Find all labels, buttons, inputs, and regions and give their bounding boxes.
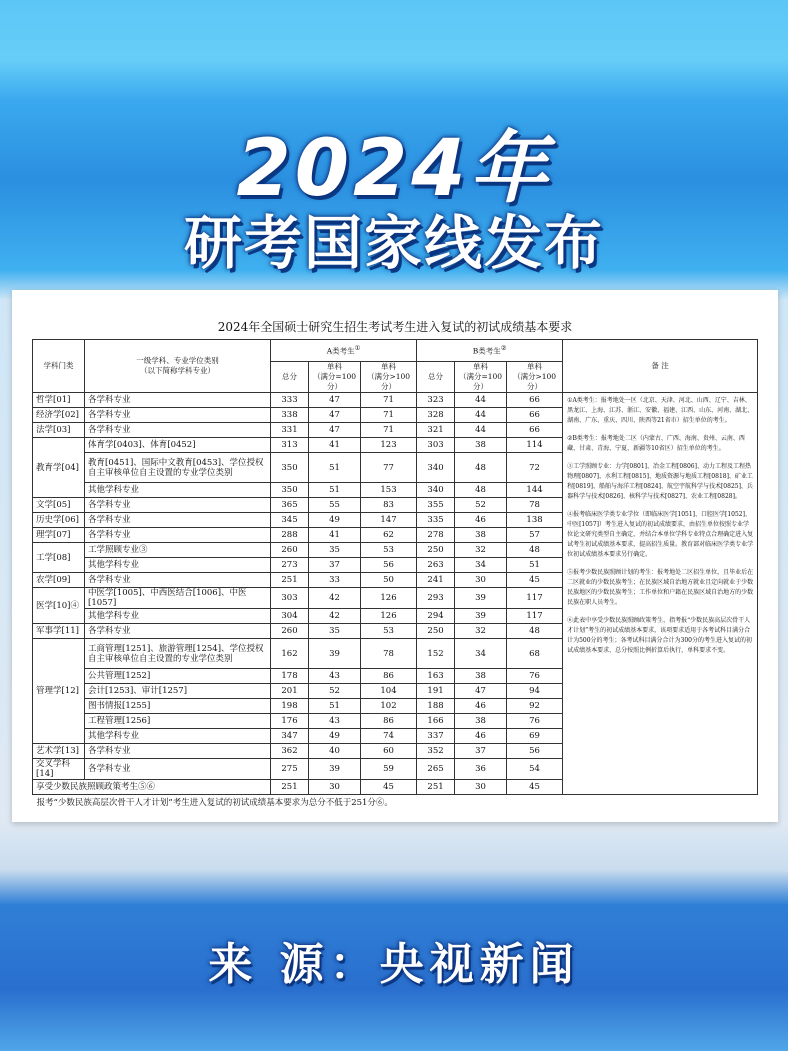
score-cell: 39 xyxy=(309,759,361,780)
score-cell: 263 xyxy=(417,558,455,573)
score-cell: 37 xyxy=(455,744,507,759)
score-cell: 55 xyxy=(309,498,361,513)
score-cell: 78 xyxy=(507,498,563,513)
score-cell: 188 xyxy=(417,699,455,714)
score-cell: 51 xyxy=(507,558,563,573)
discipline-cell: 教育学[04] xyxy=(33,438,85,498)
score-cell: 56 xyxy=(361,558,417,573)
discipline-cell: 哲学[01] xyxy=(33,393,85,408)
score-cell: 138 xyxy=(507,513,563,528)
score-cell: 38 xyxy=(455,714,507,729)
score-cell: 340 xyxy=(417,483,455,498)
score-cell: 352 xyxy=(417,744,455,759)
discipline-cell: 工学[08] xyxy=(33,543,85,573)
score-cell: 303 xyxy=(271,588,309,609)
category-cell: 工程管理[1256] xyxy=(85,714,271,729)
category-cell: 各学科专业 xyxy=(85,408,271,423)
score-cell: 52 xyxy=(309,684,361,699)
score-cell: 72 xyxy=(507,453,563,483)
score-cell: 294 xyxy=(417,609,455,624)
document-title: 2024年全国硕士研究生招生考试考生进入复试的初试成绩基本要求 xyxy=(217,320,573,334)
score-cell: 337 xyxy=(417,729,455,744)
score-cell: 323 xyxy=(417,393,455,408)
note-item: ②B类考生：报考地处二区（内蒙古、广西、海南、贵州、云南、西藏、甘肃、青海、宁夏、新疆等10省区）招生单位的考生。 xyxy=(567,435,745,452)
score-cell: 42 xyxy=(309,609,361,624)
score-cell: 362 xyxy=(271,744,309,759)
score-cell: 251 xyxy=(417,780,455,795)
category-cell: 体育学[0403]、体育[0452] xyxy=(85,438,271,453)
source-caption: 来 源：央视新闻 xyxy=(208,939,580,990)
score-cell: 117 xyxy=(507,609,563,624)
score-cell: 40 xyxy=(309,744,361,759)
score-cell: 60 xyxy=(361,744,417,759)
category-cell: 各学科专业 xyxy=(85,498,271,513)
score-cell: 53 xyxy=(361,543,417,558)
note-item: ①A类考生：报考地处一区（北京、天津、河北、山西、辽宁、吉林、黑龙江、上海、江苏、浙江、安徽、福建、江西、山东、河南、湖北、湖南、广东、重庆、四川、陕西等21省市）招生单位的考生。 xyxy=(567,397,754,424)
score-cell: 176 xyxy=(271,714,309,729)
note-item: ⑥此表中享受少数民族照顾政策考生，指考报“少数民族高层次骨干人才计划”考生的初试成绩基本要求，该项要求适用于各考试科目满分合计为500分的考生；各考试科目满分合计为300分的考生进入复试的初试成绩基本要求，总分按照比例折算后执行，单科要求不变。 xyxy=(567,617,752,654)
category-cell: 工商管理[1251]、旅游管理[1254]、学位授权自主审核单位自主设置的专业学位类别 xyxy=(85,639,271,669)
score-cell: 43 xyxy=(309,669,361,684)
score-cell: 345 xyxy=(271,513,309,528)
score-cell: 47 xyxy=(309,393,361,408)
score-cell: 66 xyxy=(507,393,563,408)
score-cell: 260 xyxy=(271,624,309,639)
score-cell: 45 xyxy=(361,780,417,795)
category-cell: 其他学科专业 xyxy=(85,609,271,624)
score-cell: 293 xyxy=(417,588,455,609)
category-cell: 各学科专业 xyxy=(85,573,271,588)
table-row xyxy=(33,393,758,408)
header-discipline: 学科门类 xyxy=(33,340,85,393)
score-cell: 350 xyxy=(271,483,309,498)
score-cell: 48 xyxy=(507,624,563,639)
score-cell: 33 xyxy=(309,573,361,588)
discipline-cell: 医学[10]④ xyxy=(33,588,85,624)
score-cell: 260 xyxy=(271,543,309,558)
score-cell: 92 xyxy=(507,699,563,714)
score-cell: 44 xyxy=(455,393,507,408)
category-cell: 图书情报[1255] xyxy=(85,699,271,714)
score-cell: 39 xyxy=(455,588,507,609)
score-cell: 275 xyxy=(271,759,309,780)
score-cell: 30 xyxy=(455,780,507,795)
score-cell: 241 xyxy=(417,573,455,588)
discipline-cell: 军事学[11] xyxy=(33,624,85,639)
score-cell: 178 xyxy=(271,669,309,684)
score-cell: 355 xyxy=(417,498,455,513)
score-cell: 83 xyxy=(361,498,417,513)
score-cell: 48 xyxy=(455,483,507,498)
score-cell: 38 xyxy=(455,438,507,453)
category-cell: 教育[0451]、国际中文教育[0453]、学位授权自主审核单位自主设置的专业学位类别 xyxy=(85,453,271,483)
score-cell: 38 xyxy=(455,528,507,543)
score-cell: 51 xyxy=(309,699,361,714)
score-cell: 44 xyxy=(455,408,507,423)
header-notes: 备 注 xyxy=(563,340,758,393)
score-cell: 273 xyxy=(271,558,309,573)
header-b-total: 总分 xyxy=(417,362,455,393)
header-b-single1: 单科 （满分=100分） xyxy=(455,362,507,393)
score-cell: 54 xyxy=(507,759,563,780)
score-cell: 77 xyxy=(361,453,417,483)
category-cell: 各学科专业 xyxy=(85,624,271,639)
score-cell: 37 xyxy=(309,558,361,573)
score-cell: 303 xyxy=(417,438,455,453)
discipline-cell: 法学[03] xyxy=(33,423,85,438)
score-cell: 30 xyxy=(455,573,507,588)
score-cell: 338 xyxy=(271,408,309,423)
score-cell: 71 xyxy=(361,408,417,423)
score-cell: 38 xyxy=(455,669,507,684)
score-document xyxy=(12,290,778,822)
score-cell: 51 xyxy=(309,483,361,498)
score-cell: 152 xyxy=(417,639,455,669)
header-a-single1: 单科 （满分=100分） xyxy=(309,362,361,393)
score-cell: 47 xyxy=(455,684,507,699)
header-a-single2: 单科 （满分>100分） xyxy=(361,362,417,393)
score-cell: 163 xyxy=(417,669,455,684)
header-a-group: A类考生① xyxy=(271,340,417,362)
score-cell: 47 xyxy=(309,423,361,438)
score-cell: 34 xyxy=(455,639,507,669)
discipline-cell: 农学[09] xyxy=(33,573,85,588)
category-cell: 各学科专业 xyxy=(85,423,271,438)
score-cell: 43 xyxy=(309,714,361,729)
score-cell: 32 xyxy=(455,624,507,639)
score-cell: 126 xyxy=(361,588,417,609)
score-cell: 94 xyxy=(507,684,563,699)
banner-year-title: 2024年 xyxy=(236,124,552,214)
score-cell: 46 xyxy=(455,699,507,714)
header-a-total: 总分 xyxy=(271,362,309,393)
score-cell: 347 xyxy=(271,729,309,744)
discipline-cell: 管理学[12] xyxy=(33,639,85,744)
discipline-cell: 艺术学[13] xyxy=(33,744,85,759)
score-cell: 56 xyxy=(507,744,563,759)
score-cell: 35 xyxy=(309,543,361,558)
score-cell: 66 xyxy=(507,423,563,438)
header-b-group: B类考生② xyxy=(417,340,563,362)
score-cell: 153 xyxy=(361,483,417,498)
category-cell: 其他学科专业 xyxy=(85,558,271,573)
score-cell: 147 xyxy=(361,513,417,528)
score-cell: 30 xyxy=(309,780,361,795)
score-cell: 41 xyxy=(309,438,361,453)
score-cell: 41 xyxy=(309,528,361,543)
discipline-cell: 文学[05] xyxy=(33,498,85,513)
score-cell: 76 xyxy=(507,669,563,684)
category-cell: 各学科专业 xyxy=(85,528,271,543)
discipline-cell: 交叉学科[14] xyxy=(33,759,85,780)
score-cell: 321 xyxy=(417,423,455,438)
score-cell: 191 xyxy=(417,684,455,699)
category-cell: 各学科专业 xyxy=(85,759,271,780)
score-cell: 59 xyxy=(361,759,417,780)
score-cell: 46 xyxy=(455,513,507,528)
score-cell: 68 xyxy=(507,639,563,669)
score-cell: 35 xyxy=(309,624,361,639)
score-cell: 69 xyxy=(507,729,563,744)
discipline-cell: 理学[07] xyxy=(33,528,85,543)
score-cell: 102 xyxy=(361,699,417,714)
score-cell: 78 xyxy=(361,639,417,669)
score-cell: 104 xyxy=(361,684,417,699)
score-cell: 36 xyxy=(455,759,507,780)
score-cell: 331 xyxy=(271,423,309,438)
score-cell: 114 xyxy=(507,438,563,453)
category-cell: 其他学科专业 xyxy=(85,483,271,498)
score-cell: 328 xyxy=(417,408,455,423)
category-cell: 各学科专业 xyxy=(85,513,271,528)
score-cell: 46 xyxy=(455,729,507,744)
score-cell: 50 xyxy=(361,573,417,588)
score-cell: 251 xyxy=(271,573,309,588)
header-b-single2: 单科 （满分>100分） xyxy=(507,362,563,393)
note-item: ⑤报考少数民族照顾计划的考生：报考地处二区招生单位，且毕业后在二区就业的少数民族考生；在民族区域自治地方就业且定向就业于少数民族地区的少数民族考生；工作单位和户籍在民族区域自治地方的少数民族在职人员考生。 xyxy=(567,569,754,606)
score-cell: 278 xyxy=(417,528,455,543)
score-cell: 76 xyxy=(507,714,563,729)
banner-subtitle: 研考国家线发布 xyxy=(183,209,604,277)
category-cell: 各学科专业 xyxy=(85,393,271,408)
score-cell: 335 xyxy=(417,513,455,528)
score-cell: 350 xyxy=(271,453,309,483)
score-cell: 250 xyxy=(417,543,455,558)
score-cell: 57 xyxy=(507,528,563,543)
score-cell: 48 xyxy=(455,453,507,483)
score-cell: 198 xyxy=(271,699,309,714)
score-cell: 42 xyxy=(309,588,361,609)
note-item: ④报考临床医学类专业学位（即临床医学[1051]、口腔医学[1052]、中医[1057]）考生进入复试的初试成绩要求，由招生单位按照专业学位论文研究类型自主确定，并结合本单位学科专业特点合理确定进入复试考生初试成绩基本要求，提高招生质量。教育部对临床医学类专业学位初试成绩基本要求另行确定。 xyxy=(567,511,754,558)
score-cell: 66 xyxy=(507,408,563,423)
score-table xyxy=(32,339,758,811)
score-cell: 74 xyxy=(361,729,417,744)
score-cell: 71 xyxy=(361,423,417,438)
category-cell: 中医学[1005]、中西医结合[1006]、中医[1057] xyxy=(85,588,271,609)
score-cell: 162 xyxy=(271,639,309,669)
score-cell: 123 xyxy=(361,438,417,453)
discipline-cell: 经济学[02] xyxy=(33,408,85,423)
score-cell: 251 xyxy=(271,780,309,795)
score-cell: 32 xyxy=(455,543,507,558)
score-cell: 86 xyxy=(361,714,417,729)
score-cell: 47 xyxy=(309,408,361,423)
category-cell: 各学科专业 xyxy=(85,744,271,759)
score-cell: 45 xyxy=(507,780,563,795)
score-cell: 250 xyxy=(417,624,455,639)
score-cell: 86 xyxy=(361,669,417,684)
category-cell: 其他学科专业 xyxy=(85,729,271,744)
category-cell: 会计[1253]、审计[1257] xyxy=(85,684,271,699)
notes-cell xyxy=(563,393,758,795)
score-cell: 51 xyxy=(309,453,361,483)
score-cell: 44 xyxy=(455,423,507,438)
score-cell: 39 xyxy=(455,609,507,624)
score-cell: 333 xyxy=(271,393,309,408)
score-cell: 288 xyxy=(271,528,309,543)
score-cell: 126 xyxy=(361,609,417,624)
score-cell: 313 xyxy=(271,438,309,453)
score-cell: 62 xyxy=(361,528,417,543)
discipline-cell: 享受少数民族照顾政策考生⑤⑥ xyxy=(33,780,271,795)
score-cell: 166 xyxy=(417,714,455,729)
score-cell: 34 xyxy=(455,558,507,573)
score-cell: 144 xyxy=(507,483,563,498)
category-cell: 公共管理[1252] xyxy=(85,669,271,684)
score-cell: 49 xyxy=(309,729,361,744)
note-item: ③工学照顾专业：力学[0801]、冶金工程[0806]、动力工程及工程热物理[0807]、水利工程[0815]、地质资源与地质工程[0818]、矿业工程[0819]、船舶与海洋工程[0824]、航空宇航科学与技术[0825]、兵器科学与技术[0826]、核科学与技术[0827]、农业工程[0828]。 xyxy=(567,463,753,500)
score-cell: 304 xyxy=(271,609,309,624)
score-cell: 48 xyxy=(507,543,563,558)
score-cell: 52 xyxy=(455,498,507,513)
score-cell: 365 xyxy=(271,498,309,513)
score-cell: 49 xyxy=(309,513,361,528)
score-cell: 340 xyxy=(417,453,455,483)
score-cell: 53 xyxy=(361,624,417,639)
score-cell: 39 xyxy=(309,639,361,669)
score-cell: 71 xyxy=(361,393,417,408)
score-cell: 117 xyxy=(507,588,563,609)
category-cell: 工学照顾专业③ xyxy=(85,543,271,558)
score-cell: 265 xyxy=(417,759,455,780)
score-cell: 45 xyxy=(507,573,563,588)
discipline-cell: 历史学[06] xyxy=(33,513,85,528)
score-cell: 201 xyxy=(271,684,309,699)
header-category: 一级学科、专业学位类别 （以下简称学科专业） xyxy=(85,340,271,393)
table-footnote: 报考“少数民族高层次骨干人才计划”考生进入复试的初试成绩基本要求为总分不低于251分⑥。 xyxy=(33,795,758,811)
